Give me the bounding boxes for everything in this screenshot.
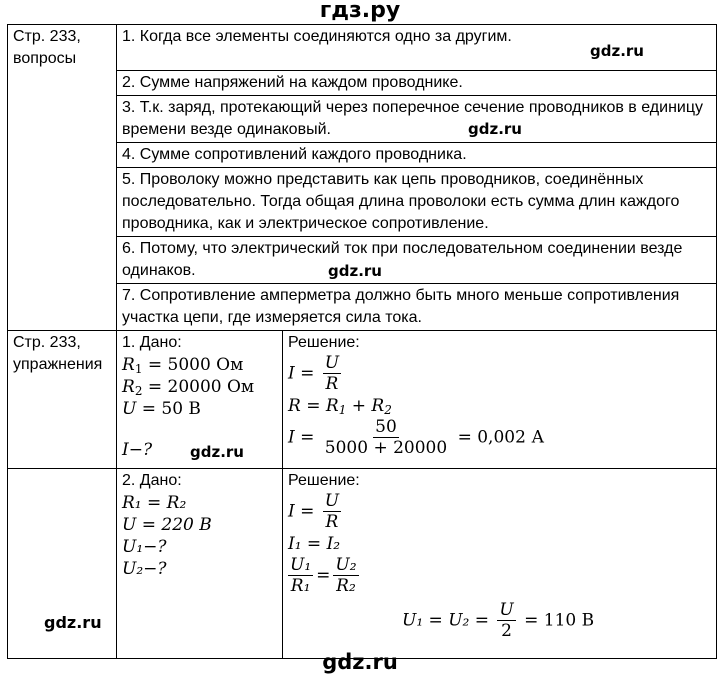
- answer-3: 3. Т.к. заряд, протекающий через поперечное сечение проводников в единицу времени везде одинаковый. gdz.ru: [117, 96, 717, 143]
- ex1-solution: Решение: I = $\frac{U}{R}$ $R = R_1 + R_2$ I = $\frac{50}{5000 + 20000}$ = 0,002 А: [283, 331, 717, 469]
- formula: I = $\frac{U}{R}$: [288, 491, 340, 532]
- answer-6: 6. Потому, что электрический ток при последовательном соединении везде одинаков. gdz.ru: [117, 237, 717, 284]
- answer-1: 1. Когда все элементы соединяются одно за другим. gdz.ru: [117, 25, 717, 71]
- watermark-footer: gdz.ru: [322, 650, 398, 674]
- page-label-exercises: Стр. 233, упражнения: [8, 331, 117, 469]
- ex2-given: 2. Дано: R₁ = R₂ U = 220 В U₁−? U₂−?: [117, 469, 283, 659]
- formula: I₁ = I₂: [288, 534, 341, 554]
- empty-cell: [8, 469, 117, 659]
- formula: $\frac{\text{U₁}}{\text{R₁}}$ = $\frac{\text{U₂}}{\text{R₂}}$: [290, 555, 357, 596]
- table-row: [8, 469, 717, 659]
- answer-2: 2. Сумме напряжений на каждом проводнике.: [117, 71, 717, 96]
- fraction: $\frac{U}{2}$: [499, 600, 514, 641]
- watermark: gdz.ru: [590, 42, 644, 60]
- formula: I = $\frac{50}{5000 + 20000}$ = 0,002 А: [288, 417, 545, 458]
- fraction: $\frac{\text{U₂}}{\text{R₂}}$: [335, 555, 357, 596]
- table-row: [8, 25, 717, 71]
- answer-5: 5. Проволоку можно представить как цепь проводников, соединённых последовательно. Тогда общая длина проволоки есть сумма длин каждого проводника, как и электрическое сопротивление.: [117, 168, 717, 237]
- fraction: $\frac{U}{R}$: [324, 491, 340, 532]
- fraction: $\frac{50}{5000 + 20000}$: [324, 417, 448, 458]
- ex2-solution: Решение: I = $\frac{U}{R}$ I₁ = I₂ $\frac{\text{U₁}}{\text{R₁}}$ = $\frac{\text{U₂}}{\text{R₂}}$ U₁ = U₂ = $\frac{U}{2}$ = 110 В: [283, 469, 717, 659]
- table-row: [8, 331, 717, 469]
- fraction: $\frac{U}{R}$: [324, 353, 340, 394]
- fraction: $\frac{\text{U₁}}{\text{R₁}}$: [290, 555, 312, 596]
- watermark: gdz.ru: [328, 262, 382, 280]
- answers-table: [7, 24, 717, 659]
- watermark: gdz.ru: [44, 613, 102, 632]
- formula: U₁ = U₂ = $\frac{U}{2}$ = 110 В: [402, 600, 595, 641]
- page-label-questions: Стр. 233, вопросы: [8, 25, 117, 331]
- ex1-given: 1. Дано: $R_1 = 5000$ Ом $R_2 = 20000$ Ом U = 50 В I−? gdz.ru: [117, 331, 283, 469]
- watermark: gdz.ru: [190, 443, 244, 461]
- answer-7: 7. Сопротивление амперметра должно быть много меньше сопротивления участка цепи, где измеряется сила тока.: [117, 284, 717, 331]
- answer-4: 4. Сумме сопротивлений каждого проводника.: [117, 143, 717, 168]
- watermark: gdz.ru: [468, 120, 522, 138]
- site-title: гдз.ру: [319, 0, 401, 23]
- formula: $R = R_1 + R_2$: [288, 396, 392, 417]
